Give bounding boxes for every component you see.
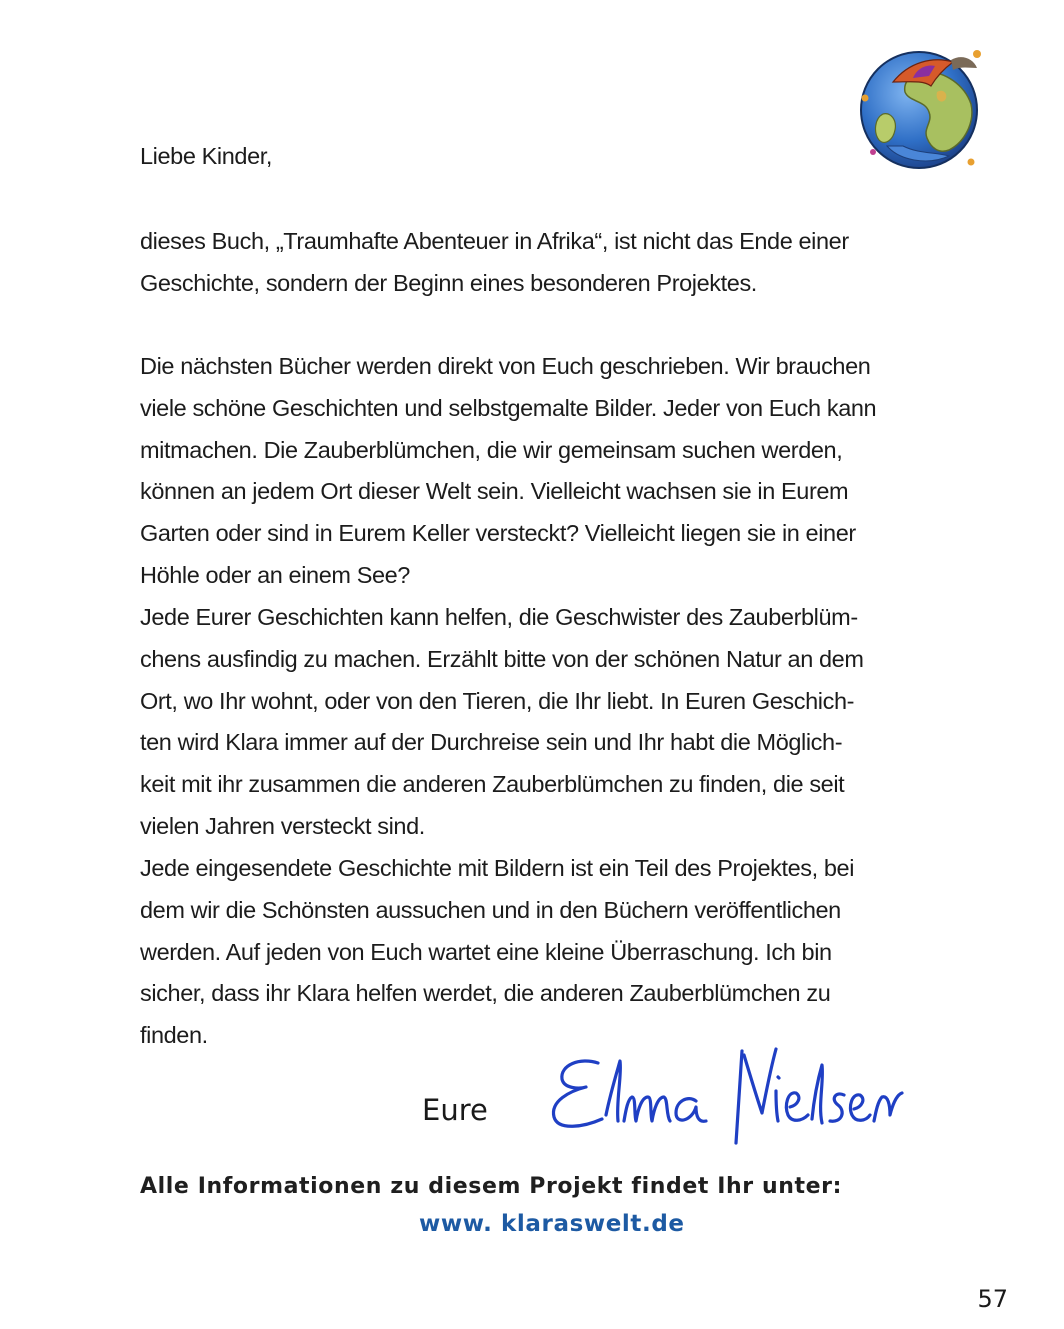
text-line: sicher, dass ihr Klara helfen werdet, die anderen Zauberblümchen zu [140,980,831,1007]
text-line: chens ausfindig zu machen. Erzählt bitte von der schönen Natur an dem [140,645,864,672]
text-line: viele schöne Geschichten und selbstgemalte Bilder. Jeder von Euch kann [140,394,877,421]
text-line: Jede eingesendete Geschichte mit Bildern ist ein Teil des Projektes, bei [140,855,855,881]
text-line: finden. [140,1022,208,1049]
closing: Eure [422,1093,488,1127]
text-line: keit mit ihr zusammen die anderen Zauberblümchen zu finden, die seit [140,771,845,798]
text-line: dieses Buch, „Traumhafte Abenteuer in Afrika“, ist nicht das Ende einer [140,228,849,254]
salutation: Liebe Kinder, [140,143,272,169]
paragraph-intro [140,221,940,305]
text-line: werden. Auf jeden von Euch wartet eine kleine Überraschung. Ich bin [140,938,832,965]
text-line: dem wir die Schönsten aussuchen und in den Büchern veröffentlichen [140,896,841,923]
text-line: ten wird Klara immer auf der Durchreise sein und Ihr habt die Möglich- [140,729,843,756]
text-line: Höhle oder an einem See? [140,561,410,588]
paragraph-books [140,346,940,597]
text-line: mitmachen. Die Zauberblümchen, die wir gemeinsam suchen werden, [140,436,843,463]
text-line: vielen Jahren versteckt sind. [140,812,425,839]
website-link[interactable]: www. klaraswelt.de [419,1211,685,1237]
text-line: Geschichte, sondern der Beginn eines besonderen Projektes. [140,269,757,296]
text-line: können an jedem Ort dieser Welt sein. Vielleicht wachsen sie in Eurem [140,478,849,505]
text-line: Ort, wo Ihr wohnt, oder von den Tieren, die Ihr liebt. In Euren Geschich- [140,687,855,714]
text-line: Die nächsten Bücher werden direkt von Euch geschrieben. Wir brauchen [140,353,871,379]
page-number: 57 [977,1285,1008,1313]
handwritten-signature [540,1035,920,1155]
text-line: Garten oder sind in Eurem Keller versteckt? Vielleicht liegen sie in einer [140,520,856,547]
paragraph-submissions [140,848,940,1057]
paragraph-stories [140,597,940,848]
text-line: Jede Eurer Geschichten kann helfen, die Geschwister des Zauberblüm- [140,604,858,630]
project-info-text: Alle Informationen zu diesem Projekt findet Ihr unter: [140,1174,842,1199]
